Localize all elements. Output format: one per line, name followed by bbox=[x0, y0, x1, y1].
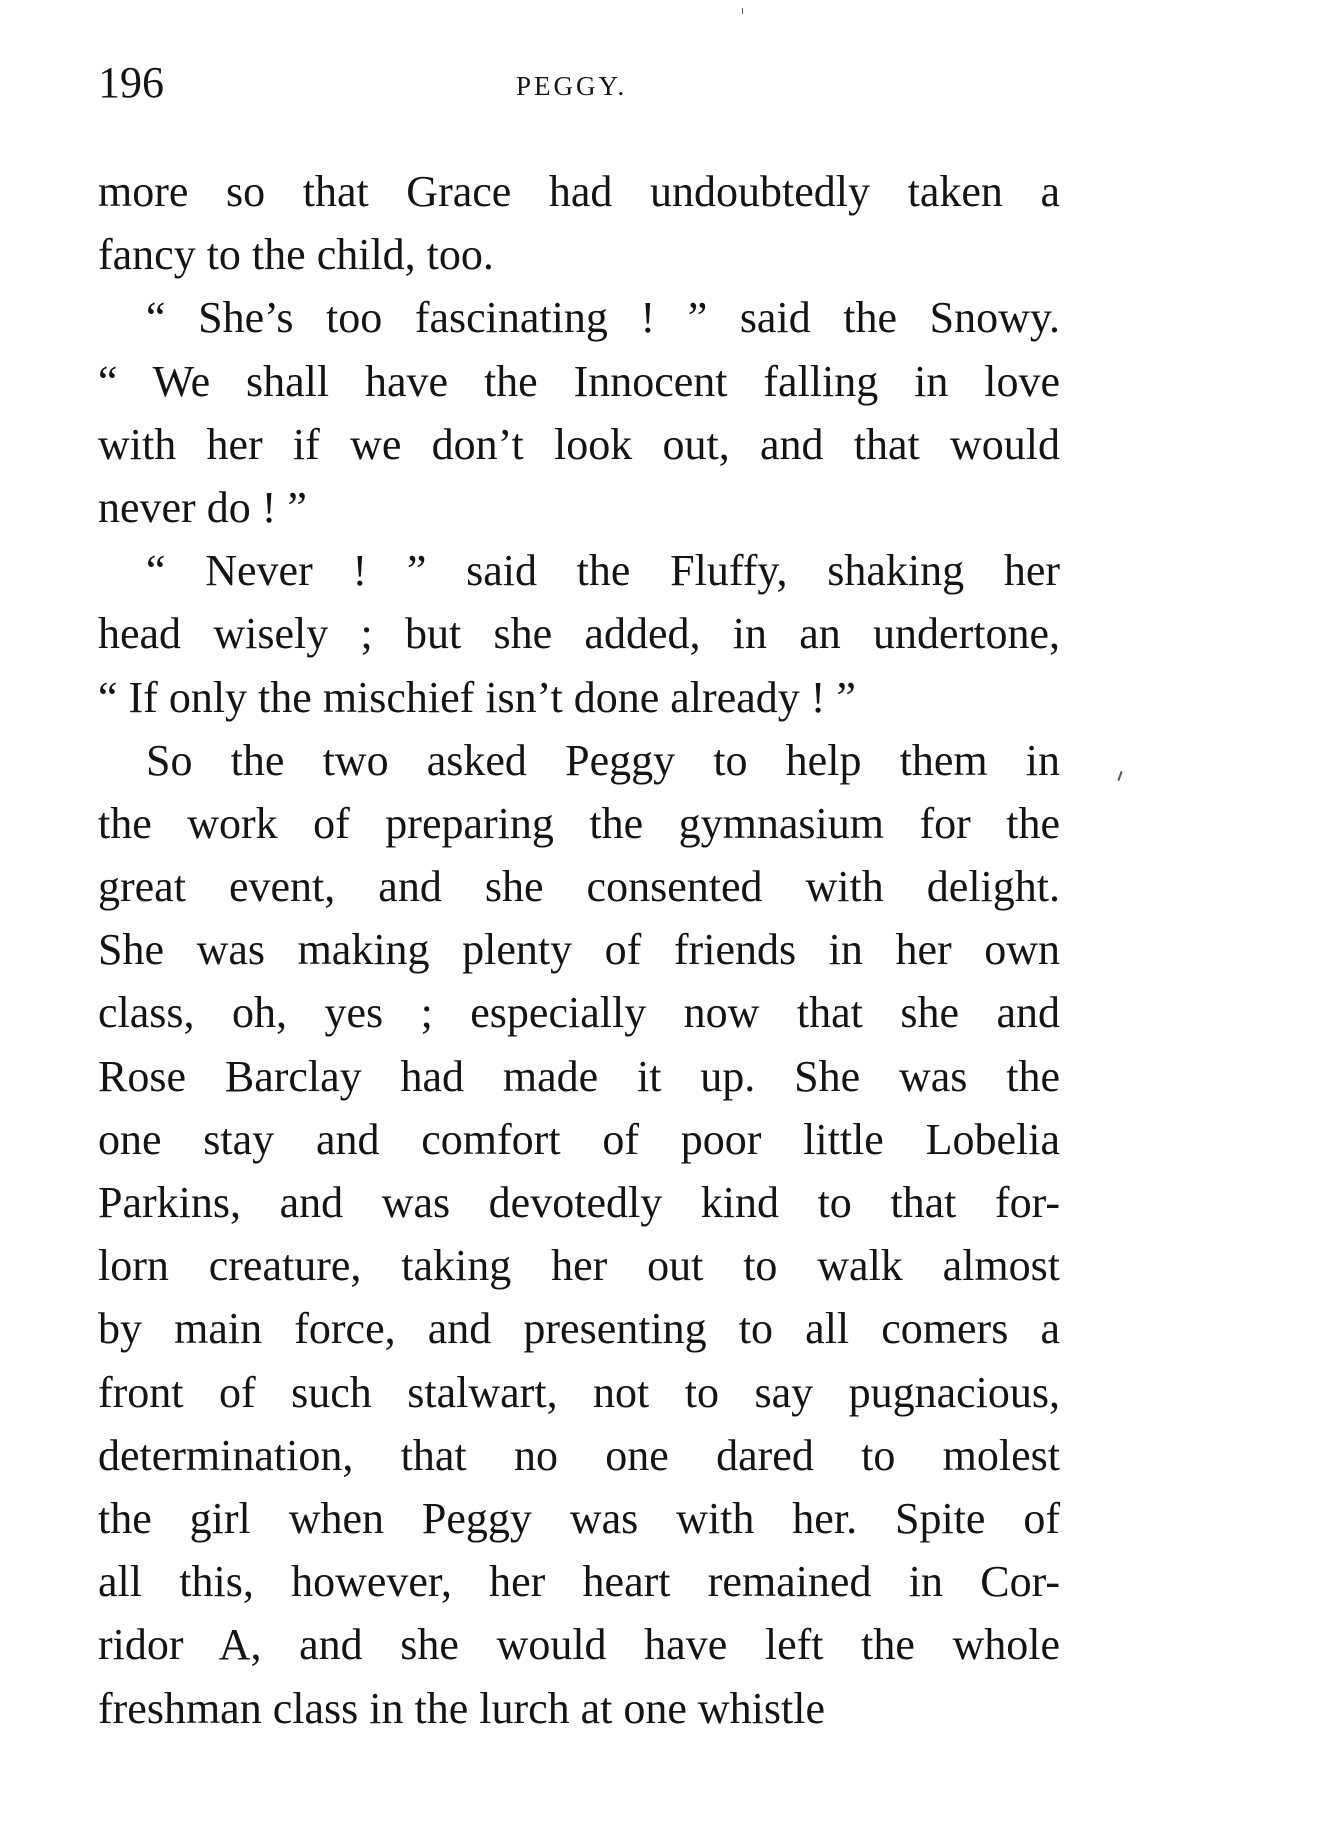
text-line: more so that Grace had undoubtedly taken a bbox=[98, 167, 1060, 216]
page-header bbox=[98, 58, 1060, 108]
text-line: the work of preparing the gymnasium for the bbox=[98, 798, 1060, 848]
text-line: head wisely ; but she added, in an undertone, bbox=[98, 609, 1060, 659]
scan-speck bbox=[742, 8, 743, 14]
text-line: never do ! ” bbox=[98, 482, 307, 532]
text-line: So the two asked Peggy to help them in bbox=[146, 735, 1060, 785]
text-line: lorn creature, taking her out to walk almost bbox=[98, 1241, 1060, 1291]
text-line: Parkins, and was devotedly kind to that for- bbox=[98, 1178, 1060, 1227]
text-line: “ Never ! ” said the Fluffy, shaking her bbox=[146, 546, 1060, 596]
text-line: ridor A, and she would have left the whole bbox=[98, 1620, 1060, 1670]
text-line: “ If only the mischief isn’t done already ! ” bbox=[98, 672, 856, 722]
text-line: determination, that no one dared to molest bbox=[98, 1430, 1060, 1480]
text-line: “ We shall have the Innocent falling in love bbox=[98, 356, 1060, 406]
scan-speck bbox=[1117, 771, 1122, 781]
text-line: the girl when Peggy was with her. Spite of bbox=[98, 1493, 1060, 1543]
text-line: by main force, and presenting to all comers a bbox=[98, 1304, 1060, 1354]
text-line: great event, and she consented with delight. bbox=[98, 862, 1060, 912]
text-line: fancy to the child, too. bbox=[98, 230, 494, 280]
text-line: with her if we don’t look out, and that would bbox=[98, 419, 1060, 469]
page-number: 196 bbox=[98, 58, 164, 107]
text-line: front of such stalwart, not to say pugnacious, bbox=[98, 1367, 1060, 1417]
text-line: freshman class in the lurch at one whistle bbox=[98, 1683, 826, 1733]
text-line: She was making plenty of friends in her own bbox=[98, 925, 1060, 975]
text-line: one stay and comfort of poor little Lobelia bbox=[98, 1114, 1060, 1164]
text-line: class, oh, yes ; especially now that she and bbox=[98, 988, 1060, 1038]
running-head: PEGGY. bbox=[516, 71, 628, 101]
text-line: Rose Barclay had made it up. She was the bbox=[98, 1051, 1060, 1101]
text-line: all this, however, her heart remained in Cor- bbox=[98, 1557, 1060, 1607]
text-line: “ She’s too fascinating ! ” said the Snowy. bbox=[146, 293, 1060, 343]
body-text bbox=[98, 160, 1060, 1740]
